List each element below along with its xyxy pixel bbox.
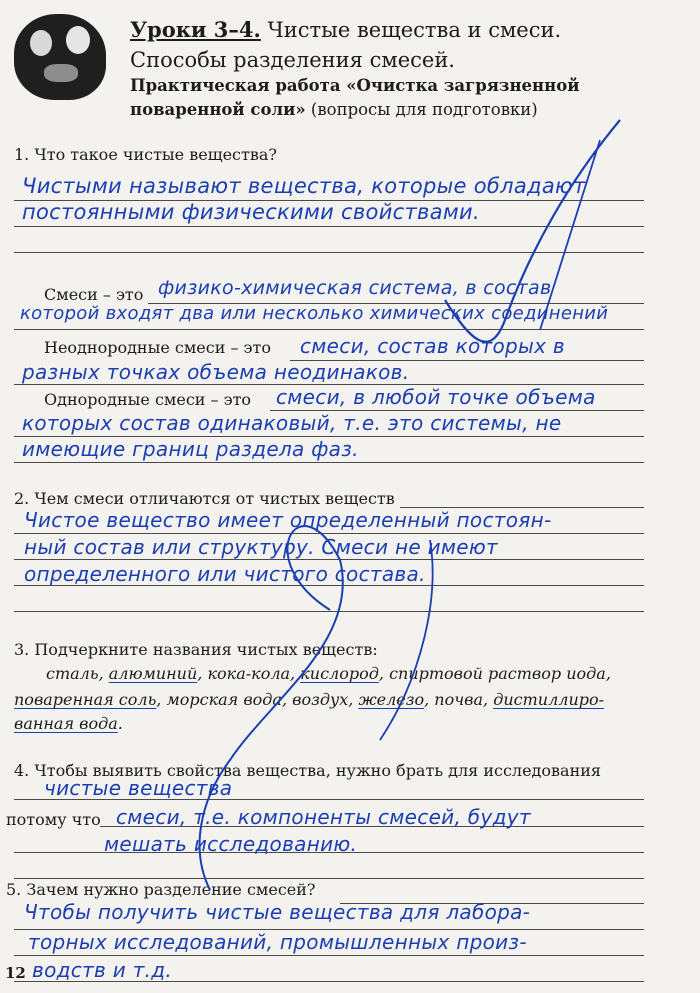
question-4: 4. Чтобы выявить свойства вещества, нужно брать для исследования: [14, 761, 601, 780]
scribble-vertical: [380, 540, 433, 740]
because-answer-line-1: смеси, т.е. компоненты смесей, будут: [116, 805, 531, 829]
word-steel: сталь,: [46, 664, 104, 683]
question-3: 3. Подчеркните названия чистых веществ:: [14, 640, 378, 659]
word-soil: , почва,: [424, 690, 489, 709]
question-2: 2. Чем смеси отличаются от чистых веществ: [14, 489, 395, 508]
heterogeneous-label: Неоднородные смеси – это: [44, 338, 271, 357]
practical-work-note: (вопросы для подготовки): [310, 100, 538, 119]
answer-1-line-1: Чистыми называют вещества, которые обладают: [22, 174, 586, 198]
page-number: 12: [5, 964, 26, 982]
homogeneous-answer-line-3: имеющие границ раздела фаз.: [22, 437, 359, 461]
word-cola: , кока-кола,: [197, 664, 296, 683]
mixtures-answer-line-2: которой входят два или несколько химических соединений: [20, 303, 609, 324]
scribble-check-mark: [445, 120, 620, 342]
answer-1-line-2: постоянными физическими свойствами.: [22, 200, 480, 224]
homogeneous-answer-line-1: смеси, в любой точке объема: [276, 385, 596, 409]
mixtures-answer-line-1: физико-химическая система, в состав: [158, 277, 552, 299]
answer-2-line-1: Чистое вещество имеет определенный постоян-: [24, 508, 552, 532]
question-1: 1. Что такое чистые вещества?: [14, 145, 277, 164]
word-table-salt-underlined: поваренная соль: [14, 690, 157, 709]
because-label: потому что: [6, 810, 101, 829]
practical-work-bold: поваренной соли»: [130, 100, 306, 119]
lesson-number: Уроки 3–4.: [130, 17, 261, 42]
word-iodine-solution: , спиртовой раствор иода,: [378, 664, 611, 683]
because-answer-line-2: мешать исследованию.: [104, 832, 358, 856]
answer-4-line-1: чистые вещества: [44, 776, 233, 800]
practical-work-title: Практическая работа «Очистка загрязненной: [130, 76, 580, 95]
heterogeneous-answer-line-1: смеси, состав которых в: [300, 334, 565, 358]
answer-5-line-2: торных исследований, промышленных произ-: [28, 930, 527, 954]
scribble-diagonal: [540, 140, 600, 330]
answer-5-line-3: водств и т.д.: [32, 958, 173, 982]
word-iron-underlined: железо: [358, 690, 425, 709]
word-distilled-underlined: дистиллиро-: [493, 690, 605, 709]
answer-2-line-3: определенного или чистого состава.: [24, 562, 426, 586]
homogeneous-label: Однородные смеси – это: [44, 390, 252, 409]
word-period: .: [117, 714, 123, 733]
word-water-underlined: ванная вода: [14, 714, 118, 733]
lesson-subtitle: Способы разделения смесей.: [130, 48, 455, 72]
homogeneous-answer-line-2: которых состав одинаковый, т.е. это системы, не: [22, 411, 562, 435]
word-sea-water-air: , морская вода, воздух,: [156, 690, 354, 709]
word-oxygen-underlined: кислород: [300, 664, 379, 683]
heterogeneous-answer-line-2: разных точках объема неодинаков.: [22, 360, 410, 384]
scribble-loop: [200, 526, 343, 890]
mixtures-label: Смеси – это: [44, 285, 144, 304]
answer-5-line-1: Чтобы получить чистые вещества для лабора-: [24, 900, 531, 924]
lesson-topic: Чистые вещества и смеси.: [267, 18, 562, 42]
question-5: 5. Зачем нужно разделение смесей?: [6, 880, 316, 899]
answer-2-line-2: ный состав или структуру. Смеси не имеют: [24, 535, 498, 559]
word-aluminium-underlined: алюминий: [108, 664, 198, 683]
